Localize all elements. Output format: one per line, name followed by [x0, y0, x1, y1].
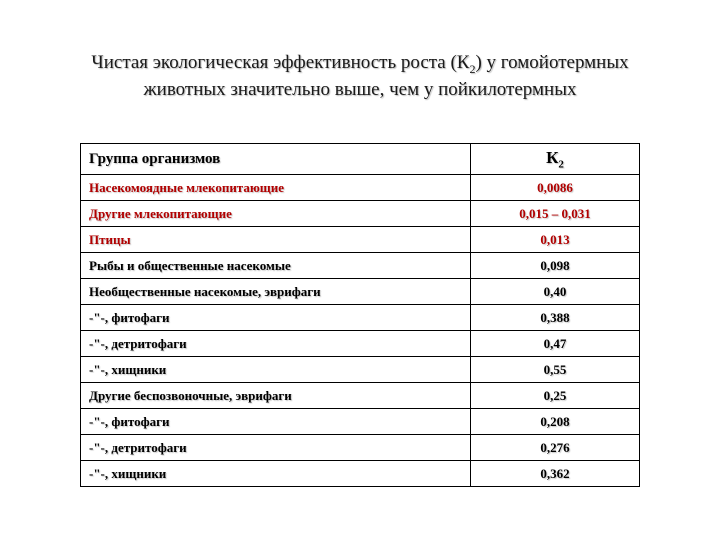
title-text-end: ) у гомойотермных	[475, 52, 629, 73]
title-text-start: Чистая экологическая эффективность роста (К	[91, 52, 470, 73]
table-row	[81, 175, 640, 201]
row-value: 0,276	[471, 435, 640, 461]
title-line-2: животных значительно выше, чем у пойкилотермных	[143, 79, 577, 100]
efficiency-table	[80, 143, 640, 487]
header-k-subscript: 2	[558, 158, 564, 171]
table-row	[81, 357, 640, 383]
row-group: -"-, детритофаги	[81, 331, 471, 357]
slide-title	[20, 49, 700, 103]
row-value: 0,388	[471, 305, 640, 331]
table-row	[81, 253, 640, 279]
row-value: 0,0086	[471, 175, 640, 201]
row-group: -"-, фитофаги	[81, 409, 471, 435]
row-value: 0,47	[471, 331, 640, 357]
row-value: 0,55	[471, 357, 640, 383]
header-k-letter: К	[546, 147, 559, 167]
row-value: 0,208	[471, 409, 640, 435]
table-header-row	[81, 144, 640, 175]
table-row	[81, 227, 640, 253]
row-value: 0,015 – 0,031	[471, 201, 640, 227]
table-row	[81, 305, 640, 331]
header-group: Группа организмов	[81, 144, 471, 175]
row-group: -"-, фитофаги	[81, 305, 471, 331]
table-row	[81, 201, 640, 227]
table-row	[81, 409, 640, 435]
row-group: Другие беспозвоночные, эврифаги	[81, 383, 471, 409]
header-k2	[471, 144, 640, 175]
row-value: 0,013	[471, 227, 640, 253]
row-group: -"-, хищники	[81, 357, 471, 383]
title-line-1	[20, 49, 700, 76]
row-value: 0,40	[471, 279, 640, 305]
table-row	[81, 279, 640, 305]
row-group: Насекомоядные млекопитающие	[81, 175, 471, 201]
row-value: 0,25	[471, 383, 640, 409]
table-row	[81, 435, 640, 461]
row-value: 0,098	[471, 253, 640, 279]
row-group: Необщественные насекомые, эврифаги	[81, 279, 471, 305]
row-group: Рыбы и общественные насекомые	[81, 253, 471, 279]
row-group: Другие млекопитающие	[81, 201, 471, 227]
row-group: -"-, хищники	[81, 461, 471, 487]
table-row	[81, 461, 640, 487]
row-group: -"-, детритофаги	[81, 435, 471, 461]
row-value: 0,362	[471, 461, 640, 487]
row-group: Птицы	[81, 227, 471, 253]
title-subscript: 2	[469, 61, 476, 76]
table-row	[81, 383, 640, 409]
table-row	[81, 331, 640, 357]
